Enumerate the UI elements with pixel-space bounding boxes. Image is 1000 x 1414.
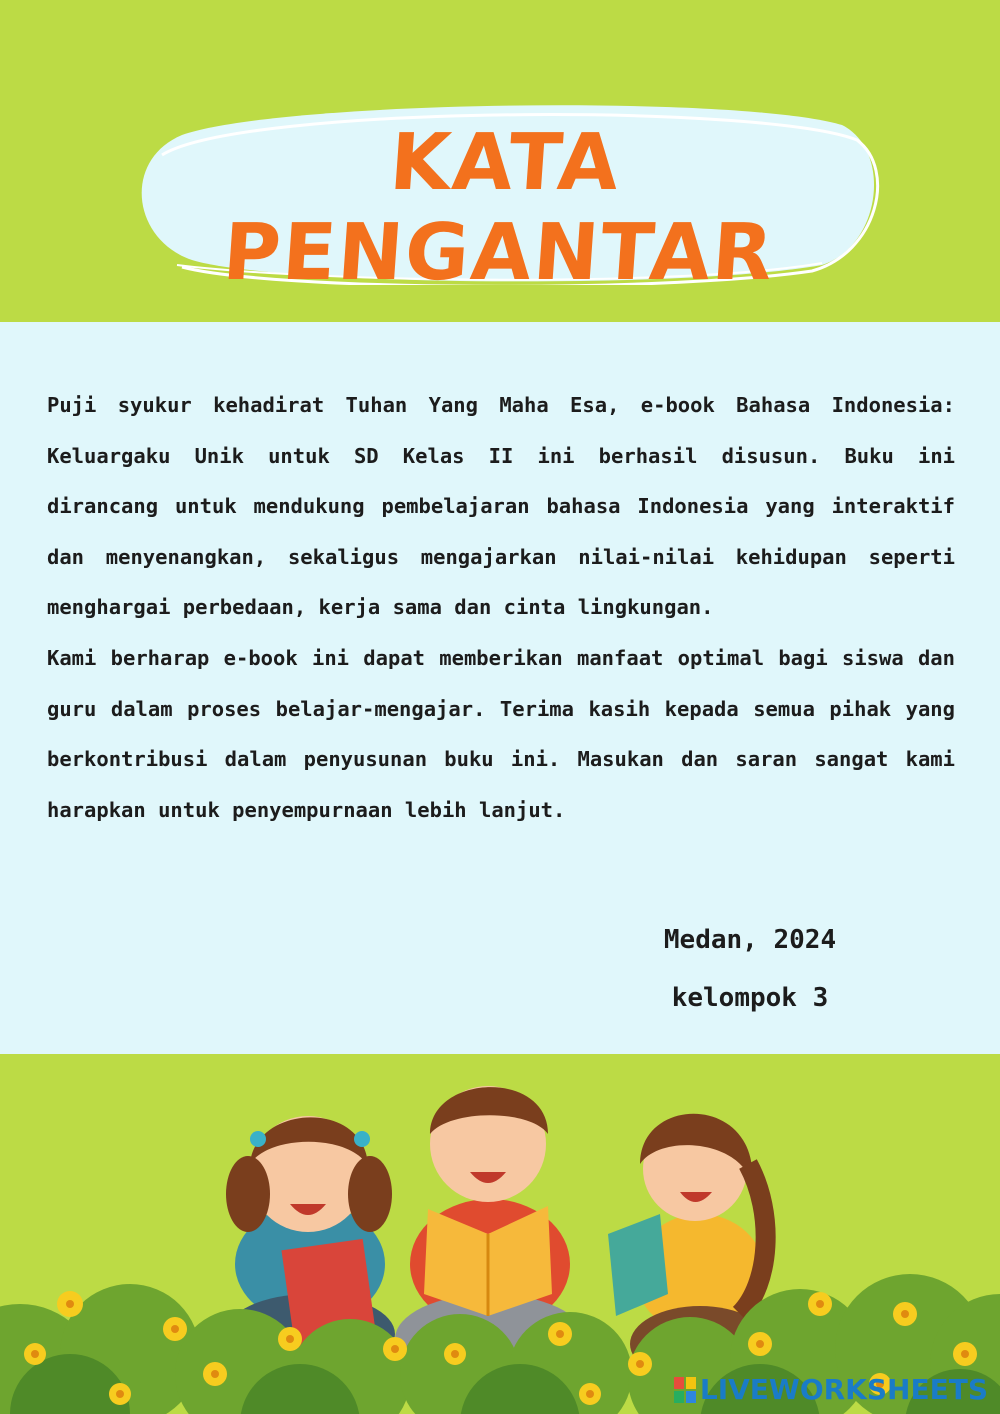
body-text — [47, 380, 955, 835]
paragraph-2: Kami berharap e-book ini dapat memberikan manfaat optimal bagi siswa dan guru dalam proses belajar-mengajar. Terima kasih kepada semua pihak yang berkontribusi dalam penyusunan buku ini. Masukan dan saran sangat kami harapkan untuk penyempurnaan lebih lanjut. — [47, 645, 955, 822]
signoff — [600, 912, 900, 1028]
paragraph-1: Puji syukur kehadirat Tuhan Yang Maha Esa, e-book Bahasa Indonesia: Keluargaku Unik untuk SD Kelas II ini berhasil disusun. Buku ini dirancang untuk mendukung pembelajaran bahasa Indonesia yang interaktif dan menyenangkan, sekaligus mengajarkan nilai-nilai kehidupan seperti menghargai perbedaan, kerja sama dan cinta lingkungan. — [47, 393, 955, 620]
children-reading-illustration — [0, 1054, 1000, 1414]
author: kelompok 3 — [671, 983, 829, 1013]
place-date: Medan, 2024 — [663, 925, 837, 955]
liveworksheets-watermark[interactable] — [674, 1373, 988, 1406]
watermark-text: LIVEWORKSHEETS — [699, 1373, 988, 1406]
liveworksheets-logo-icon — [674, 1377, 696, 1403]
page-title: KATA PENGANTAR — [220, 118, 778, 298]
